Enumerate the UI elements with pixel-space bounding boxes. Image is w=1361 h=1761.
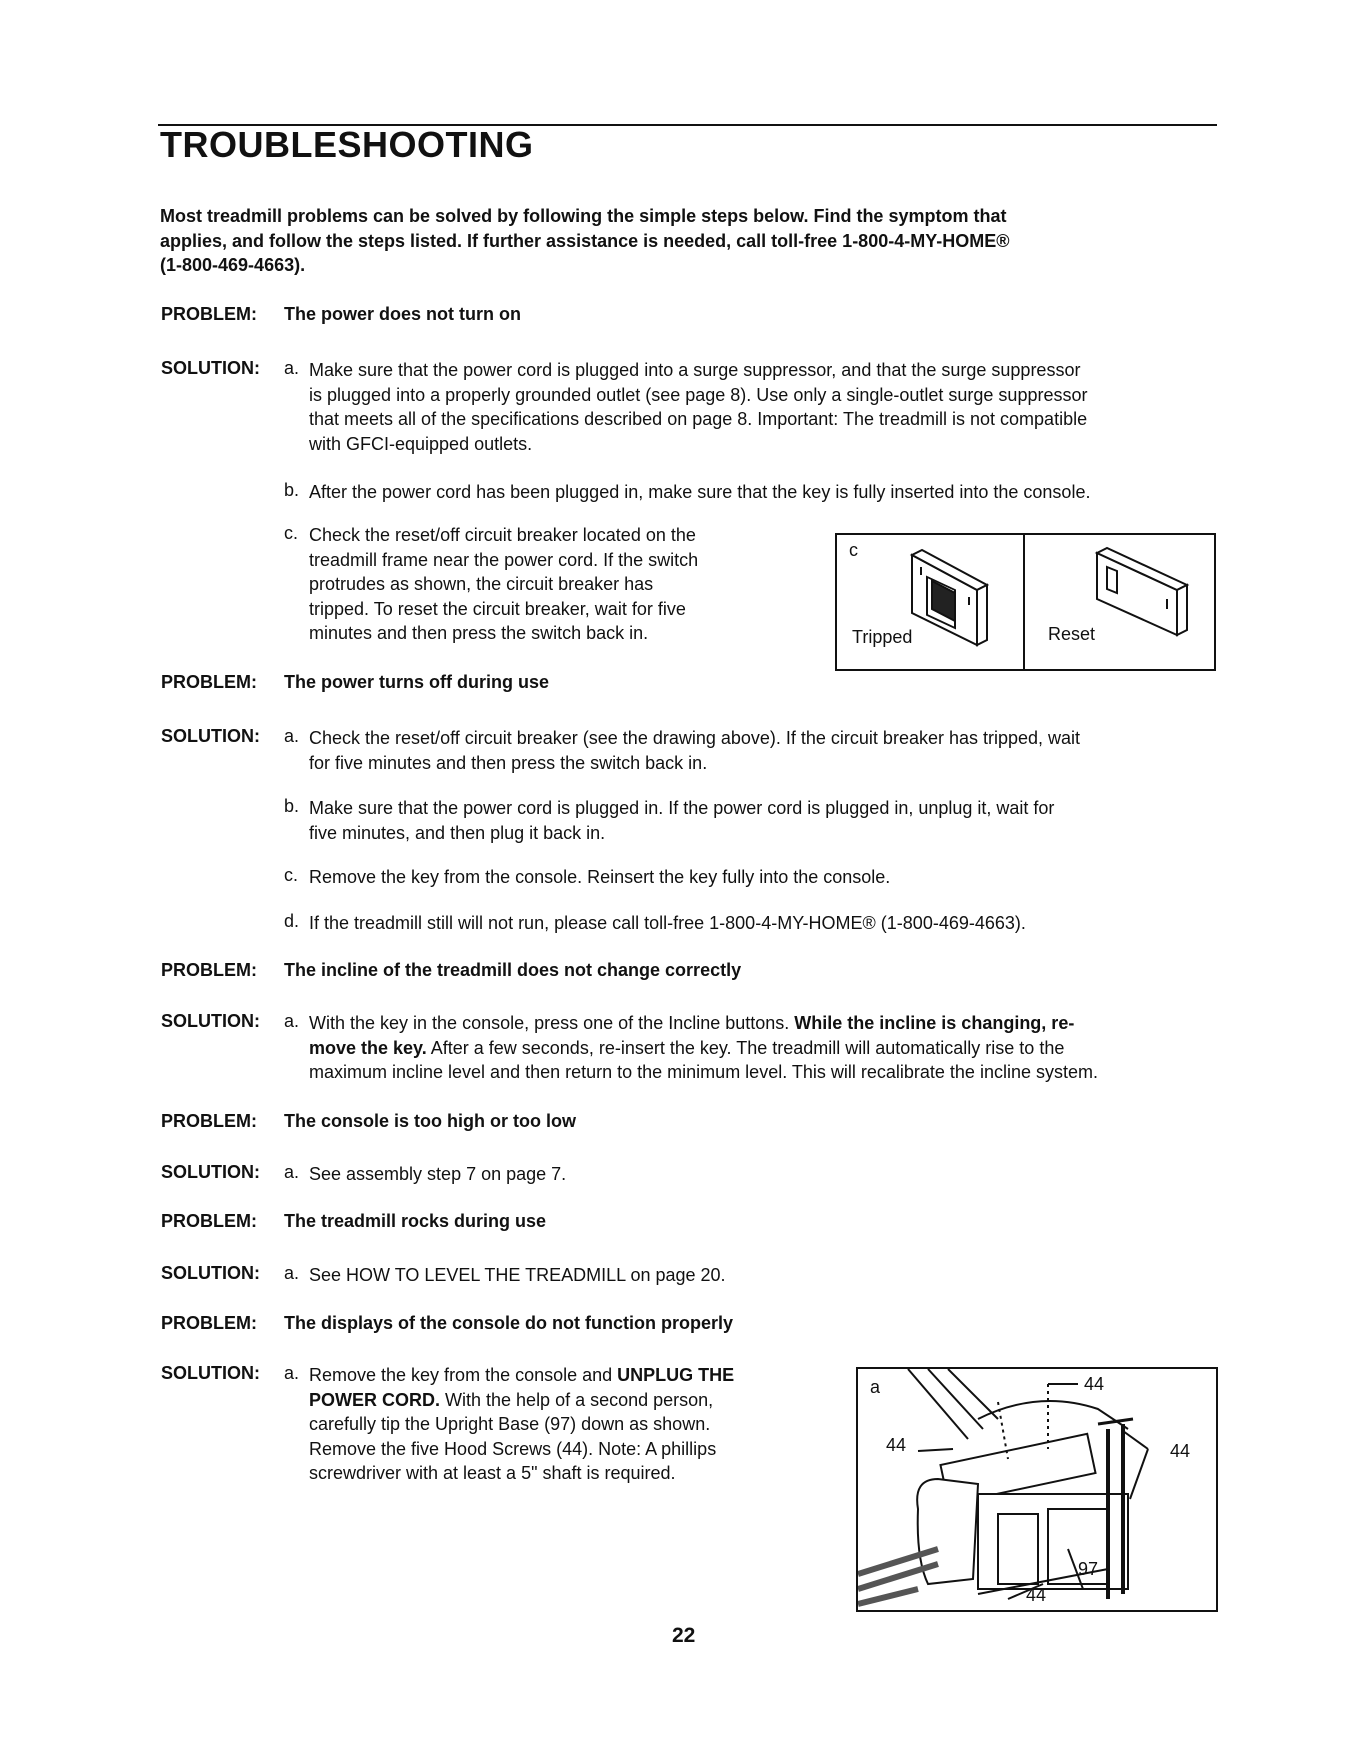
step-marker: a. xyxy=(284,726,300,746)
text-line: Remove the five Hood Screws (44). Note: A phillips xyxy=(309,1438,717,1459)
text-line: Remove the key from the console. Reinsert the key fully into the console. xyxy=(309,867,891,887)
step-marker: a. xyxy=(284,1011,300,1031)
upright-base-figure xyxy=(856,1367,1218,1612)
problem-title: The power does not turn on xyxy=(284,304,521,324)
intro-line: Most treadmill problems can be solved by following the simple steps below. Find the symptom that xyxy=(160,206,1007,226)
tripped-caption: Tripped xyxy=(852,627,913,647)
text-line: Make sure that the power cord is plugged in. If the power cord is plugged in, unplug it, wait for xyxy=(309,798,1055,818)
step-marker: a. xyxy=(284,1162,300,1182)
step-text xyxy=(309,911,1026,936)
intro-line: applies, and follow the steps listed. If further assistance is needed, call toll-free 1-800-4-MY-HOME® xyxy=(160,230,1010,251)
step-marker: a. xyxy=(284,358,300,378)
step-marker: b. xyxy=(284,480,300,500)
text-run-bold: POWER CORD. xyxy=(309,1389,441,1410)
text-line: If the treadmill still will not run, please call toll-free 1-800-4-MY-HOME® (1-800-469-4663). xyxy=(309,913,1026,933)
text-line: with GFCI-equipped outlets. xyxy=(309,433,533,454)
step-marker: a. xyxy=(284,1363,300,1383)
text-line: for five minutes and then press the switch back in. xyxy=(309,752,708,773)
solution-label: SOLUTION: xyxy=(161,1263,260,1283)
text-line: treadmill frame near the power cord. If the switch xyxy=(309,549,699,570)
step-text xyxy=(309,480,1090,505)
text-line: minutes and then press the switch back in. xyxy=(309,623,649,643)
text-run: After a few seconds, re-insert the key. The treadmill will automatically rise to the xyxy=(426,1037,1065,1058)
intro-line: (1-800-469-4663). xyxy=(160,255,306,275)
solution-label: SOLUTION: xyxy=(161,1011,260,1031)
text-run-bold: move the key. xyxy=(309,1037,427,1058)
text-line xyxy=(309,1011,1098,1036)
step-marker: a. xyxy=(284,1263,300,1283)
reset-caption: Reset xyxy=(1048,624,1096,644)
solution-label: SOLUTION: xyxy=(161,358,260,378)
text-line: five minutes, and then plug it back in. xyxy=(309,822,606,843)
text-line xyxy=(309,1363,734,1388)
text-line xyxy=(309,1388,734,1413)
text-run-bold: UNPLUG THE xyxy=(617,1365,735,1385)
text-line: protrudes as shown, the circuit breaker has xyxy=(309,574,654,594)
upright-base-drawing xyxy=(858,1369,1216,1610)
problem-title: The power turns off during use xyxy=(284,672,549,692)
step-text xyxy=(309,523,698,646)
text-line: Check the reset/off circuit breaker (see the drawing above). If the circuit breaker has tripped, wait xyxy=(309,728,1081,748)
step-text xyxy=(309,726,1080,775)
text-line xyxy=(309,1036,1098,1061)
problem-label: PROBLEM: xyxy=(161,1111,257,1131)
step-text xyxy=(309,796,1054,845)
text-line: carefully tip the Upright Base (97) down as shown. xyxy=(309,1414,711,1434)
tripped-switch-icon xyxy=(912,550,987,645)
step-text xyxy=(309,358,1087,456)
page-number: 22 xyxy=(672,1624,696,1647)
circuit-breaker-drawing xyxy=(837,535,1214,669)
callout-97: 97 xyxy=(1078,1559,1099,1579)
text-run: With the help of a second person, xyxy=(440,1389,714,1410)
callout-44-right: 44 xyxy=(1170,1441,1191,1461)
callout-44-top: 44 xyxy=(1084,1374,1105,1394)
problem-label: PROBLEM: xyxy=(161,1211,257,1231)
treadmill-base-icon xyxy=(858,1369,1148,1604)
figure-letter: a xyxy=(870,1377,881,1397)
text-run: With the key in the console, press one of the Incline buttons. xyxy=(309,1013,795,1033)
step-text xyxy=(309,1363,734,1486)
text-line: screwdriver with at least a 5" shaft is required. xyxy=(309,1463,676,1483)
step-text xyxy=(309,1162,566,1187)
step-text xyxy=(309,1011,1098,1085)
text-line: See HOW TO LEVEL THE TREADMILL on page 20. xyxy=(309,1265,726,1285)
text-line: tripped. To reset the circuit breaker, wait for five xyxy=(309,598,686,619)
text-run: Remove the key from the console and xyxy=(309,1365,618,1385)
problem-title: The treadmill rocks during use xyxy=(284,1211,547,1231)
problem-label: PROBLEM: xyxy=(161,672,257,692)
text-line: Make sure that the power cord is plugged into a surge suppressor, and that the surge suppressor xyxy=(309,360,1081,380)
reset-switch-icon xyxy=(1097,548,1187,635)
figure-letter: c xyxy=(849,540,858,560)
callout-44-bottom: 44 xyxy=(1026,1585,1047,1605)
step-marker: c. xyxy=(284,865,299,885)
solution-label: SOLUTION: xyxy=(161,1162,260,1182)
text-line: See assembly step 7 on page 7. xyxy=(309,1164,567,1184)
step-marker: d. xyxy=(284,911,300,931)
solution-label: SOLUTION: xyxy=(161,726,260,746)
circuit-breaker-figure xyxy=(835,533,1216,671)
text-line: maximum incline level and then return to the minimum level. This will recalibrate the incline system. xyxy=(309,1062,1098,1082)
problem-title: The incline of the treadmill does not change correctly xyxy=(284,960,742,980)
solution-label: SOLUTION: xyxy=(161,1363,260,1383)
step-text xyxy=(309,1263,726,1288)
text-line: that meets all of the specifications described on page 8. Important: The treadmill is not compatible xyxy=(309,409,1088,429)
problem-label: PROBLEM: xyxy=(161,304,257,324)
callout-44-left: 44 xyxy=(886,1435,907,1455)
step-text xyxy=(309,865,890,890)
page-title: TROUBLESHOOTING xyxy=(160,124,534,165)
problem-title: The displays of the console do not function properly xyxy=(284,1313,734,1333)
text-run-bold: While the incline is changing, re- xyxy=(794,1013,1075,1033)
step-marker: c. xyxy=(284,523,299,543)
problem-label: PROBLEM: xyxy=(161,960,257,980)
problem-label: PROBLEM: xyxy=(161,1313,257,1333)
intro-paragraph xyxy=(160,204,1160,278)
problem-title: The console is too high or too low xyxy=(284,1111,576,1131)
text-line: After the power cord has been plugged in, make sure that the key is fully inserted into the console. xyxy=(309,482,1091,502)
text-line: Check the reset/off circuit breaker located on the xyxy=(309,525,696,545)
step-marker: b. xyxy=(284,796,300,816)
text-line: is plugged into a properly grounded outlet (see page 8). Use only a single-outlet surge suppressor xyxy=(309,384,1088,405)
